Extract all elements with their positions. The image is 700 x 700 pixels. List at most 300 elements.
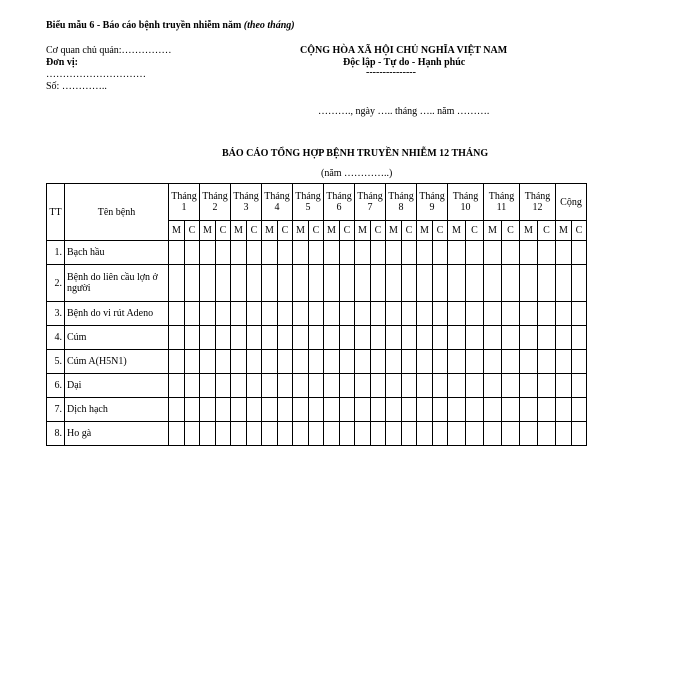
report-year: (năm …………..) [321,168,393,179]
data-cell [262,398,278,422]
month-number: 8 [398,202,404,213]
data-cell [448,422,466,446]
col-header-m: M [520,221,538,241]
col-header-c: C [572,221,587,241]
data-cell [448,398,466,422]
row-number: 8. [47,422,65,446]
data-cell [502,422,520,446]
table-row [47,326,587,350]
col-header-m: M [484,221,502,241]
unit-label: Đơn vị: [46,57,78,68]
data-cell [386,350,402,374]
data-cell [402,302,417,326]
data-cell [309,241,324,265]
data-cell [262,326,278,350]
data-cell [371,398,386,422]
month-word: Tháng [388,191,414,202]
col-header-month [231,184,262,221]
data-cell [402,422,417,446]
data-cell [520,422,538,446]
col-header-month [386,184,417,221]
table-row [47,241,587,265]
row-number: 2. [47,265,65,302]
disease-name: Bạch hầu [65,241,169,265]
col-header-m: M [169,221,185,241]
data-cell [200,374,216,398]
month-number: 1 [181,202,187,213]
data-cell [448,241,466,265]
data-cell [293,398,309,422]
data-cell [262,422,278,446]
col-header-m: M [200,221,216,241]
data-cell [448,326,466,350]
data-cell [556,326,572,350]
col-header-month [200,184,231,221]
data-cell [231,350,247,374]
disease-name: Bệnh do vi rút Adeno [65,302,169,326]
data-cell [484,326,502,350]
motto: Độc lập - Tự do - Hạnh phúc [343,57,466,68]
data-cell [200,422,216,446]
data-cell [502,374,520,398]
data-cell [340,326,355,350]
col-header-month [520,184,556,221]
table-row [47,422,587,446]
data-cell [231,265,247,302]
disease-name: Dịch hạch [65,398,169,422]
data-cell [572,374,587,398]
data-cell [355,422,371,446]
data-cell [417,241,433,265]
col-header-c: C [433,221,448,241]
data-cell [502,265,520,302]
data-cell [538,241,556,265]
data-cell [216,350,231,374]
data-cell [293,374,309,398]
col-header-c: C [216,221,231,241]
col-header-name: Tên bệnh [65,184,169,241]
col-header-c: C [309,221,324,241]
data-cell [216,302,231,326]
col-header-m: M [293,221,309,241]
data-cell [324,398,340,422]
data-cell [572,302,587,326]
data-cell [169,302,185,326]
data-cell [355,350,371,374]
data-cell [386,398,402,422]
data-cell [520,374,538,398]
data-cell [278,302,293,326]
data-cell [371,326,386,350]
data-cell [402,265,417,302]
data-cell [520,241,538,265]
month-word: Tháng [264,191,290,202]
data-cell [309,374,324,398]
data-cell [520,326,538,350]
data-cell [309,350,324,374]
data-cell [185,265,200,302]
data-cell [293,241,309,265]
data-cell [200,265,216,302]
col-header-m: M [262,221,278,241]
data-cell [216,241,231,265]
data-cell [572,265,587,302]
data-cell [484,374,502,398]
data-cell [433,374,448,398]
month-number: 4 [274,202,280,213]
data-cell [484,265,502,302]
date-line: ………., ngày ….. tháng ….. năm ………. [318,106,490,117]
data-cell [466,241,484,265]
data-cell [556,241,572,265]
data-cell [520,350,538,374]
data-cell [466,326,484,350]
data-cell [340,374,355,398]
data-cell [231,326,247,350]
data-cell [433,265,448,302]
data-cell [572,241,587,265]
row-number: 1. [47,241,65,265]
data-cell [371,374,386,398]
data-cell [324,326,340,350]
data-cell [231,398,247,422]
month-word: Tháng [295,191,321,202]
data-cell [309,398,324,422]
data-cell [324,241,340,265]
data-cell [324,350,340,374]
table-row [47,302,587,326]
data-cell [185,241,200,265]
data-cell [386,265,402,302]
month-word: Tháng [452,191,479,202]
month-number: 3 [243,202,249,213]
data-cell [466,302,484,326]
month-word: Tháng [419,191,445,202]
data-cell [309,302,324,326]
data-cell [340,241,355,265]
col-header-m: M [231,221,247,241]
data-cell [572,350,587,374]
data-cell [293,350,309,374]
data-cell [433,241,448,265]
data-cell [247,326,262,350]
data-cell [293,422,309,446]
data-cell [371,302,386,326]
data-cell [340,398,355,422]
disease-name: Bệnh do liên cầu lợn ở người [65,265,169,302]
data-cell [278,265,293,302]
month-number: 5 [305,202,311,213]
data-cell [502,350,520,374]
month-word: Tháng [202,191,228,202]
data-cell [340,350,355,374]
data-cell [185,350,200,374]
col-header-m: M [448,221,466,241]
data-cell [386,422,402,446]
data-cell [433,350,448,374]
data-cell [278,350,293,374]
data-cell [185,374,200,398]
data-cell [355,326,371,350]
data-cell [417,422,433,446]
disease-name: Ho gà [65,422,169,446]
col-header-tt: TT [47,184,65,241]
data-cell [402,398,417,422]
data-cell [216,422,231,446]
col-header-month [293,184,324,221]
col-header-total: Cộng [556,184,587,221]
data-cell [466,398,484,422]
data-cell [355,374,371,398]
data-cell [402,326,417,350]
data-cell [484,350,502,374]
data-cell [200,302,216,326]
data-cell [278,326,293,350]
data-cell [371,422,386,446]
data-cell [433,302,448,326]
data-cell [278,374,293,398]
disease-name: Cúm [65,326,169,350]
data-cell [293,302,309,326]
data-cell [556,374,572,398]
col-header-c: C [402,221,417,241]
data-cell [538,398,556,422]
data-cell [386,241,402,265]
data-cell [402,241,417,265]
data-cell [448,350,466,374]
month-number: 11 [496,202,507,213]
data-cell [247,302,262,326]
disease-name: Dại [65,374,169,398]
data-cell [371,265,386,302]
disease-report-table [46,183,587,446]
data-cell [169,350,185,374]
data-cell [216,374,231,398]
data-cell [200,398,216,422]
table-row [47,398,587,422]
col-header-m: M [556,221,572,241]
row-number: 6. [47,374,65,398]
data-cell [355,265,371,302]
data-cell [216,326,231,350]
month-number: 9 [429,202,435,213]
month-word: Tháng [357,191,383,202]
data-cell [484,398,502,422]
data-cell [556,422,572,446]
data-cell [448,374,466,398]
data-cell [402,374,417,398]
data-cell [262,350,278,374]
month-word: Tháng [326,191,352,202]
data-cell [538,265,556,302]
col-header-c: C [371,221,386,241]
data-cell [538,326,556,350]
table-row [47,265,587,302]
data-cell [371,241,386,265]
data-cell [293,265,309,302]
col-header-month [324,184,355,221]
data-cell [556,350,572,374]
data-cell [169,398,185,422]
data-cell [433,422,448,446]
col-header-m: M [417,221,433,241]
col-header-m: M [355,221,371,241]
data-cell [340,302,355,326]
data-cell [247,374,262,398]
data-cell [200,350,216,374]
data-cell [386,302,402,326]
data-cell [262,241,278,265]
month-word: Tháng [233,191,259,202]
data-cell [484,422,502,446]
table-row [47,374,587,398]
data-cell [247,350,262,374]
month-word: Tháng [171,191,197,202]
header-row-months [47,184,587,221]
data-cell [355,302,371,326]
data-cell [340,265,355,302]
data-cell [520,398,538,422]
motto-rule: --------------- [366,67,416,78]
col-header-month [262,184,293,221]
month-number: 12 [532,202,543,213]
data-cell [309,422,324,446]
data-cell [466,265,484,302]
data-cell [484,302,502,326]
month-number: 7 [367,202,373,213]
data-cell [556,302,572,326]
data-cell [169,422,185,446]
col-header-c: C [538,221,556,241]
month-word: Tháng [524,191,551,202]
data-cell [466,422,484,446]
data-cell [169,326,185,350]
form-title [46,20,295,31]
data-cell [324,374,340,398]
data-cell [278,241,293,265]
form-title-note: (theo tháng) [243,20,295,31]
data-cell [520,265,538,302]
data-cell [231,302,247,326]
month-number: 2 [212,202,218,213]
data-cell [417,302,433,326]
data-cell [417,398,433,422]
data-cell [466,374,484,398]
data-cell [185,302,200,326]
row-number: 5. [47,350,65,374]
data-cell [417,265,433,302]
data-cell [417,374,433,398]
data-cell [538,374,556,398]
data-cell [324,302,340,326]
data-cell [520,302,538,326]
month-word: Tháng [488,191,515,202]
disease-name: Cúm A(H5N1) [65,350,169,374]
data-cell [247,398,262,422]
data-cell [185,398,200,422]
data-cell [371,350,386,374]
data-cell [355,398,371,422]
data-cell [278,398,293,422]
number-label: Số: ………….. [46,81,107,92]
data-cell [231,241,247,265]
data-cell [293,326,309,350]
data-cell [538,350,556,374]
col-header-m: M [324,221,340,241]
data-cell [340,422,355,446]
data-cell [448,302,466,326]
data-cell [538,302,556,326]
data-cell [262,374,278,398]
data-cell [556,265,572,302]
data-cell [355,241,371,265]
col-header-month [169,184,200,221]
data-cell [484,241,502,265]
data-cell [572,422,587,446]
data-cell [231,422,247,446]
data-cell [262,265,278,302]
col-header-c: C [247,221,262,241]
data-cell [502,241,520,265]
data-cell [247,422,262,446]
data-cell [247,241,262,265]
data-cell [502,326,520,350]
data-cell [216,398,231,422]
data-cell [466,350,484,374]
row-number: 4. [47,326,65,350]
data-cell [417,350,433,374]
data-cell [200,326,216,350]
data-cell [448,265,466,302]
col-header-c: C [278,221,293,241]
data-cell [386,374,402,398]
data-cell [538,422,556,446]
table-row [47,350,587,374]
report-title: BÁO CÁO TỔNG HỢP BỆNH TRUYỀN NHIỄM 12 THÁNG [222,148,489,159]
row-number: 3. [47,302,65,326]
col-header-m: M [386,221,402,241]
data-cell [200,241,216,265]
data-cell [433,398,448,422]
col-header-month [484,184,520,221]
data-cell [262,302,278,326]
col-header-month [355,184,386,221]
data-cell [402,350,417,374]
data-cell [386,326,402,350]
agency-label: Cơ quan chủ quản:…………… [46,45,172,56]
data-cell [231,374,247,398]
col-header-c: C [185,221,200,241]
national-name: CỘNG HÒA XÃ HỘI CHỦ NGHĨA VIỆT NAM [300,45,508,56]
data-cell [169,265,185,302]
month-number: 6 [336,202,342,213]
data-cell [169,374,185,398]
col-header-c: C [466,221,484,241]
data-cell [433,326,448,350]
data-cell [169,241,185,265]
col-header-c: C [340,221,355,241]
data-cell [572,398,587,422]
col-header-month [417,184,448,221]
data-cell [502,302,520,326]
unit-blank: ………………………… [46,69,146,80]
data-cell [502,398,520,422]
data-cell [324,265,340,302]
data-cell [185,326,200,350]
data-cell [247,265,262,302]
data-cell [556,398,572,422]
data-cell [216,265,231,302]
